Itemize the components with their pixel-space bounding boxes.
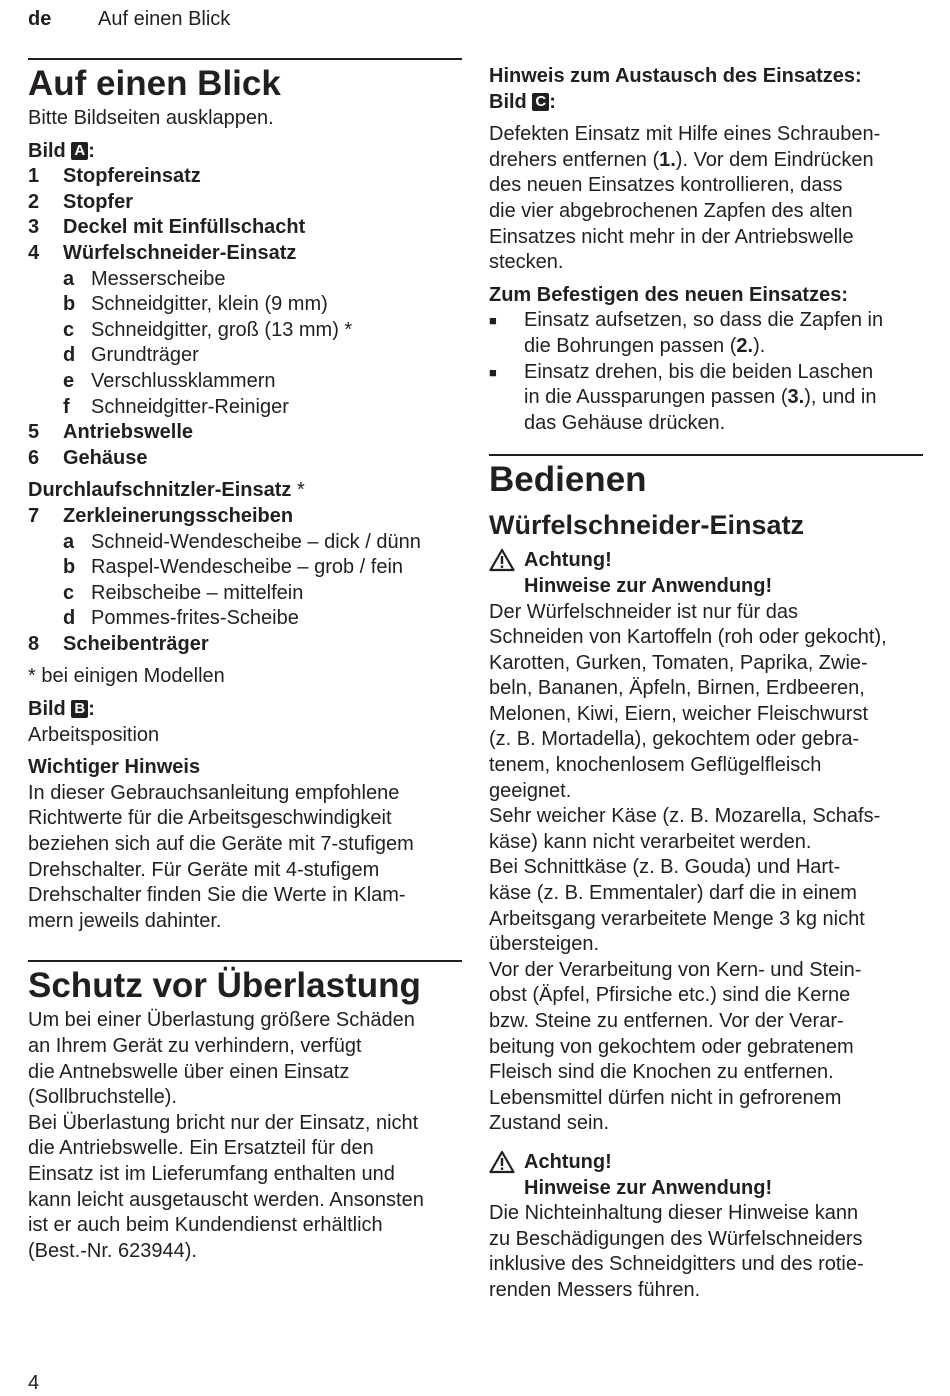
section-rule: [489, 454, 923, 456]
usage-body: Der Würfelschneider ist nur für das Schneiden von Kartoffeln (roh oder gekocht), Karotten, Gurken, Tomaten, Paprika, Zwie- beln, Bananen, Äpfeln, Birnen, Erdbeeren, Melonen, Kiwi, Eiern, weicher Fleischwurst (z. B. Mortadella), gekochtem oder gebra- tenem, knochenlosem Geflügelfleisch geeignet. Sehr weicher Käse (z. B. Mozarella, Schafs- käse) kann nicht verarbeitet werden. Bei Schnittkäse (z. B. Gouda) und Hart- käse (z. B. Emmentaler) darf die in einem Arbeitsgang verarbeitete Menge 3 kg nicht übersteigen. Vor der Verarbeitung von Kern- und Stein- obst (Äpfel, Pfirsiche etc.) sind die Kerne bzw. Steine zu entfernen. Vor der Verar- beitung von gekochtem oder gebratenem Fleisch sind die Knochen zu entfernen. Lebensmittel dürfen nicht in gefrorenem Zustand sein.: [489, 600, 887, 1135]
sub-item: c Reibscheibe – mittelfein: [63, 581, 304, 604]
section-rule: [28, 960, 462, 962]
left-column: [28, 58, 462, 1264]
sub-item: f Schneidgitter-Reiniger: [63, 395, 289, 418]
austausch-heading: Hinweis zum Austausch des Einsatzes: Bild C :: [489, 65, 862, 113]
list-item: 5 Antriebswelle: [28, 421, 194, 444]
list-item: 7 Zerkleinerungsscheiben: [28, 504, 294, 527]
sub-item: b Raspel-Wendescheibe – grob / fein: [63, 556, 404, 579]
sub-item: c Schneidgitter, groß (13 mm) *: [63, 318, 353, 341]
list-item: 6 Gehäuse: [28, 446, 148, 469]
parts-list: [28, 164, 462, 471]
section-rule: [28, 58, 462, 60]
warning-title: Achtung!: [524, 549, 612, 572]
wichtiger-hinweis-title: Wichtiger Hinweis: [28, 756, 201, 779]
warning-triangle-icon: [489, 548, 524, 599]
sub-item: d Pommes-frites-Scheibe: [63, 607, 299, 630]
sub-item: e Verschlussklammern: [63, 369, 276, 392]
list-item: 3 Deckel mit Einfüllschacht: [28, 216, 306, 239]
subsection-title-wuerfelschneider: Würfelschneider-Einsatz: [489, 510, 805, 541]
bullet-item: ■ Einsatz aufsetzen, so dass die Zapfen in die Bohrungen passen (2.).: [489, 308, 923, 359]
list-item: 2 Stopfer: [28, 190, 133, 213]
austausch-body: Defekten Einsatz mit Hilfe eines Schrauben- drehers entfernen (1.). Vor dem Eindrücken des neuen Einsatzes kontrollieren, dass die vier abgebrochenen Zapfen des alten Einsatzes nicht mehr in der Antriebswelle stecken.: [489, 123, 881, 274]
warning-subtitle: Hinweise zur Anwendung!: [524, 574, 773, 597]
bild-b-label: Bild B :: [28, 698, 95, 721]
square-bullet-icon: ■: [489, 364, 497, 380]
footnote: * bei einigen Modellen: [28, 665, 225, 688]
sub-item: d Grundträger: [63, 344, 199, 367]
list-item: 4 Würfelschneider-Einsatz: [28, 241, 297, 264]
sub-item: b Schneidgitter, klein (9 mm): [63, 293, 328, 316]
square-bullet-icon: ■: [489, 313, 497, 329]
bild-a-label: Bild A :: [28, 139, 95, 162]
warning-block: [489, 548, 923, 599]
language-code: de: [28, 8, 52, 30]
intro-text: Bitte Bildseiten ausklappen.: [28, 107, 274, 129]
section-title-bedienen: Bedienen: [489, 460, 647, 500]
warning-body: Die Nichteinhaltung dieser Hinweise kann zu Beschädigungen des Würfelschneiders inklusive des Schneidgitters und des rotie- renden Messers führen.: [489, 1202, 864, 1301]
header-title: Auf einen Blick: [98, 8, 231, 30]
befestigen-heading: Zum Befestigen des neuen Einsatzes:: [489, 283, 848, 306]
figure-letter-b: B: [71, 700, 88, 718]
section-title-schutz: Schutz vor Überlastung: [28, 966, 421, 1006]
page-number: 4: [28, 1372, 40, 1394]
bullet-item: ■ Einsatz drehen, bis die beiden Laschen in die Aussparungen passen (3.), und in das Gehäuse drücken.: [489, 360, 923, 437]
sub-item: a Messerscheibe: [63, 267, 226, 290]
figure-letter-a: A: [71, 142, 88, 160]
right-column: [489, 64, 923, 1304]
schutz-body: Um bei einer Überlastung größere Schäden an Ihrem Gerät zu verhindern, verfügt die Antnebswelle über einen Einsatz (Sollbruchstelle). Bei Überlastung bricht nur der Einsatz, nicht die Antriebswelle. Ein Ersatzteil für den Einsatz ist im Lieferumfang enthalten und kann leicht ausgetauscht werden. Ansonsten ist er auch beim Kundendienst erhältlich (Best.-Nr. 623944).: [28, 1009, 424, 1262]
bild-b-text: Arbeitsposition: [28, 723, 160, 746]
wichtiger-hinweis-body: In dieser Gebrauchsanleitung empfohlene Richtwerte für die Arbeitsgeschwindigkeit beziehen sich auf die Geräte mit 7-stufigem Drehschalter. Für Geräte mit 4-stufigem Drehschalter finden Sie die Werte in Klam- mern jeweils dahinter.: [28, 781, 414, 932]
running-header: [28, 6, 230, 32]
list-item: 1 Stopfereinsatz: [28, 165, 201, 188]
durchlauf-heading: Durchlaufschnitzler-Einsatz *: [28, 479, 305, 502]
section-title-auf-einen-blick: Auf einen Blick: [28, 64, 281, 103]
list-item: 8 Scheibenträger: [28, 632, 209, 655]
sub-item: a Schneid-Wendescheibe – dick / dünn: [63, 530, 421, 553]
discs-list: [28, 504, 462, 658]
warning-triangle-icon: [489, 1150, 524, 1201]
warning-subtitle: Hinweise zur Anwendung!: [524, 1176, 773, 1199]
warning-block: [489, 1150, 923, 1201]
figure-letter-c: C: [532, 93, 549, 111]
warning-title: Achtung!: [524, 1150, 612, 1173]
